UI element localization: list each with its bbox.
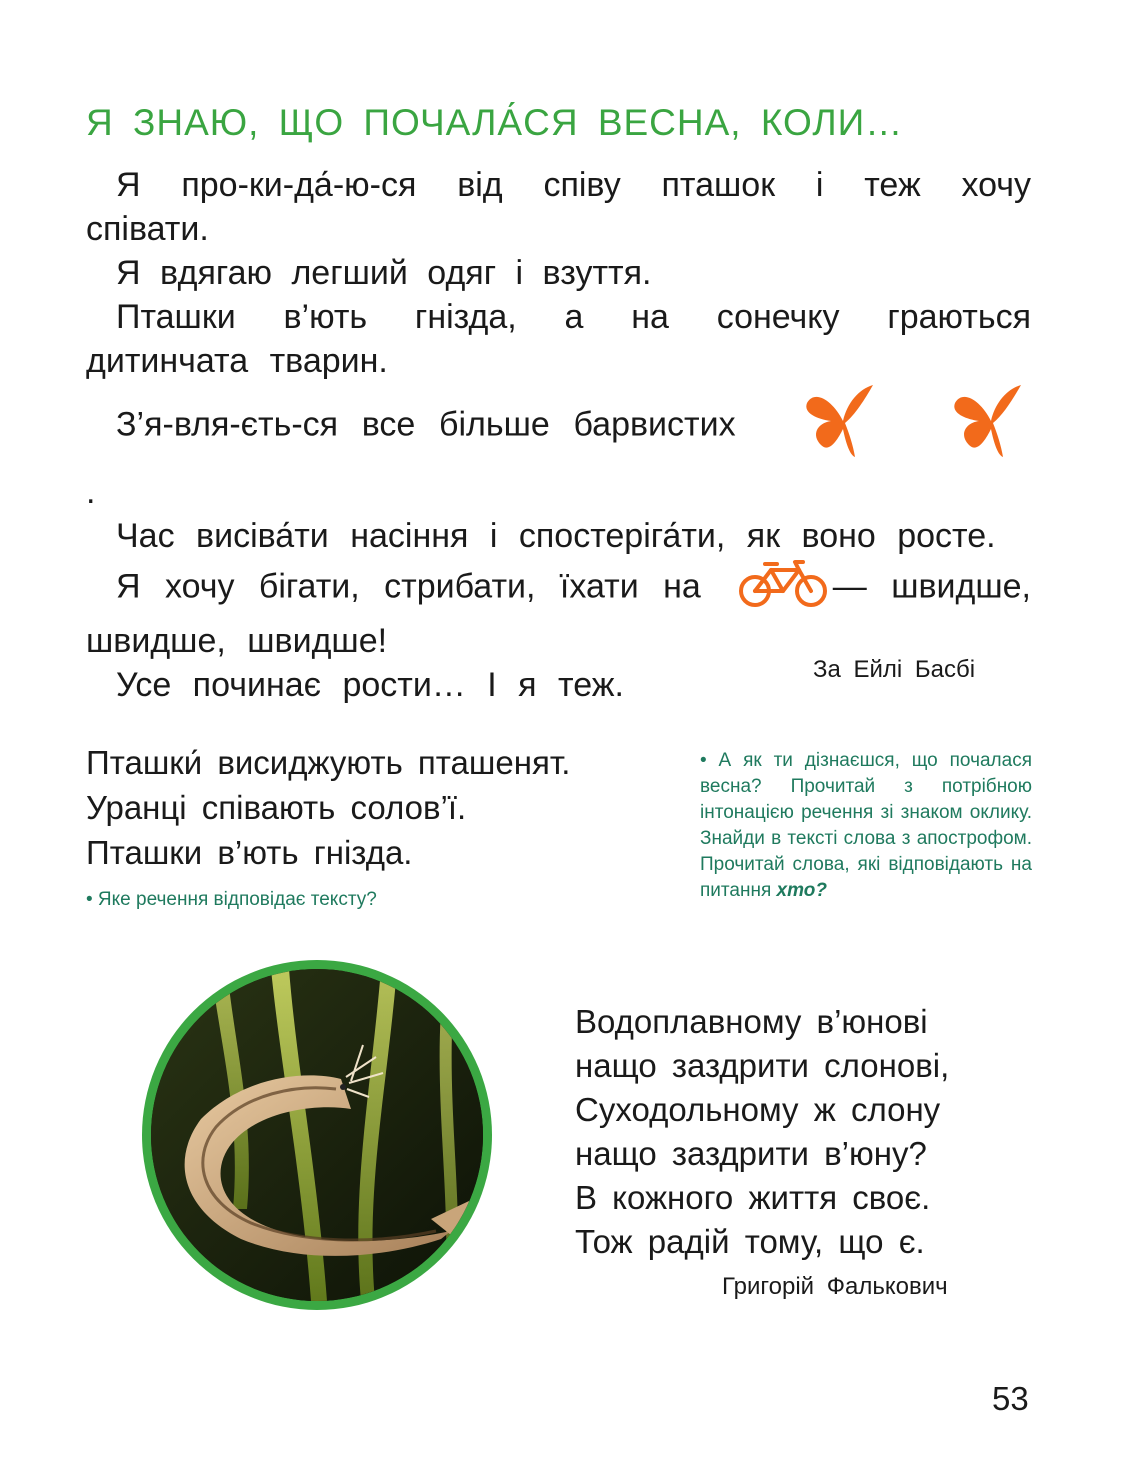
story-paragraph-1: Я про-ки-да́-ю-ся від співу пташок і теж хочу співати.	[86, 166, 1031, 248]
poem-author: Григорій Фалькович	[722, 1273, 948, 1300]
question-2-text: • А як ти дізнаєшся, що почалася весна? Прочитай з потрібною інтонацією речення зі знаком оклику. Знайди в тексті слова з апострофом. Прочитай слова, які відповідають на питання	[700, 750, 1032, 901]
poem-line-4: нащо заздрити в’юну?	[575, 1135, 927, 1172]
poem-line-1: Водоплавному в’юнові	[575, 1003, 928, 1040]
story-paragraph-6	[86, 558, 1031, 663]
story-paragraph-4	[86, 383, 1031, 514]
butterfly-icon	[921, 383, 1031, 470]
story-paragraph-4-end: .	[86, 473, 96, 511]
story-paragraph-6-text: Я хочу бігати, стрибати, їхати на	[116, 567, 701, 606]
page-number: 53	[992, 1380, 1029, 1417]
story-text	[86, 163, 1031, 707]
question-2	[700, 748, 1032, 904]
photo-frame	[151, 969, 483, 1301]
poem-line-6: Тож радій тому, що є.	[575, 1223, 925, 1260]
poem-line-5: В кожного життя своє.	[575, 1179, 931, 1216]
poem	[575, 1000, 949, 1264]
page-title: Я ЗНАЮ, ЩО ПОЧАЛА́СЯ ВЕСНА, КОЛИ…	[86, 102, 904, 143]
poem-line-3: Суходольному ж слону	[575, 1091, 941, 1128]
sentence-item-2: Уранці співають солов’ї.	[86, 789, 467, 826]
story-paragraph-7: Усе починає рости… І я теж.	[116, 666, 624, 704]
story-paragraph-6-end: — швидше, швидше, швидше!	[86, 567, 1031, 660]
story-paragraph-3: Пташки в’ють гнізда, а на сонечку граються дитинчата тварин.	[86, 298, 1031, 380]
question-1: • Яке речення відповідає тексту?	[86, 889, 377, 910]
story-author: За Ейлі Басбі	[813, 656, 976, 683]
question-2-keyword: хто?	[776, 880, 827, 901]
poem-line-2: нащо заздрити слонові,	[575, 1047, 950, 1084]
story-paragraph-5: Час висіва́ти насіння і спостеріга́ти, як воно росте.	[116, 517, 996, 555]
story-paragraph-4-text: З’я-вля-єть-ся все більше барвистих	[116, 405, 736, 444]
bicycle-icon	[707, 558, 829, 619]
loach-fish-photo	[142, 960, 492, 1310]
sentence-item-1: Пташки́ висиджують пташенят.	[86, 744, 571, 781]
butterfly-icon	[773, 383, 883, 470]
story-paragraph-2: Я вдягаю легший одяг і взуття.	[116, 254, 652, 292]
sentence-item-3: Пташки в’ють гнізда.	[86, 834, 413, 871]
sentence-list	[86, 740, 570, 875]
